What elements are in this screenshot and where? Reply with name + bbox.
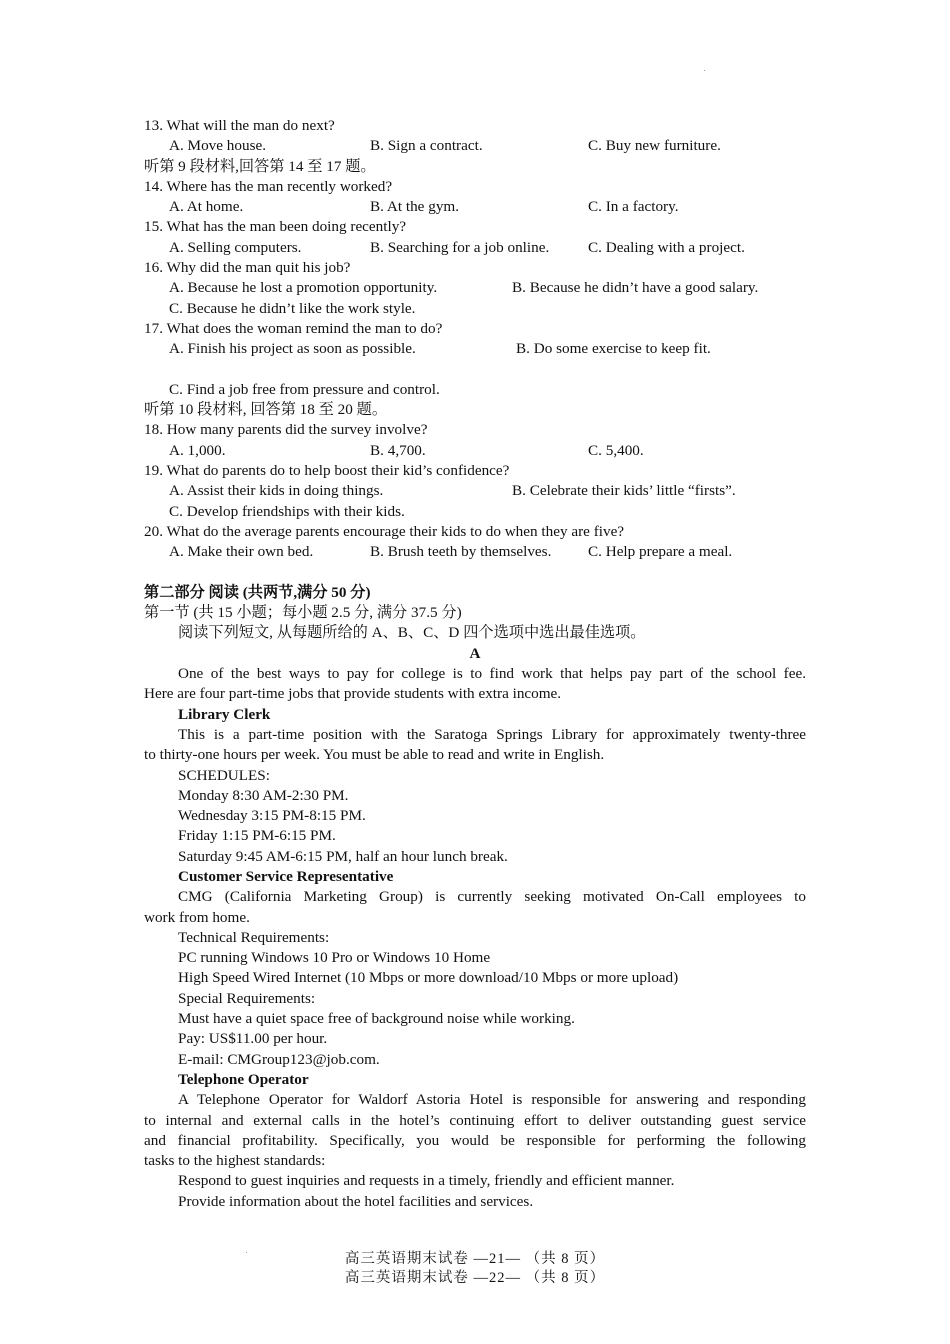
question-15-stem: 15. What has the man been doing recently? [144, 218, 407, 236]
question-20-options [144, 542, 806, 562]
option-15c: C. Dealing with a project. [588, 238, 745, 256]
passage-intro-line1: One of the best ways to pay for college is to find work that helps pay part of the school fee. [178, 665, 806, 683]
option-16c: C. Because he didn’t like the work style. [169, 299, 416, 317]
option-19c: C. Develop friendships with their kids. [169, 502, 405, 520]
question-14-options [144, 197, 806, 217]
special-requirements-label: Special Requirements: [178, 989, 316, 1007]
option-20a: A. Make their own bed. [169, 543, 314, 561]
reading-instructions: 阅读下列短文, 从每题所给的 A、B、C、D 四个选项中选出最佳选项。 [178, 624, 646, 642]
customer-service-desc-line2: work from home. [144, 908, 250, 926]
scan-speck [704, 70, 705, 71]
schedules-label: SCHEDULES: [178, 766, 270, 784]
task-item: Provide information about the hotel facilities and services. [178, 1192, 534, 1210]
schedule-item: Saturday 9:45 AM-6:15 PM, half an hour lunch break. [178, 847, 508, 865]
question-16-stem: 16. Why did the man quit his job? [144, 259, 351, 277]
option-14c: C. In a factory. [588, 198, 679, 216]
listening-instruction-10: 听第 10 段材料, 回答第 18 至 20 题。 [144, 401, 387, 419]
option-19b: B. Celebrate their kids’ little “firsts”. [512, 482, 736, 500]
passage-intro-line2: Here are four part-time jobs that provide students with extra income. [144, 685, 562, 703]
question-17-stem: 17. What does the woman remind the man to do? [144, 319, 443, 337]
email-info: E-mail: CMGroup123@job.com. [178, 1050, 380, 1068]
page-footer-21: 高三英语期末试卷 —21— （共 8 页） [344, 1251, 606, 1267]
option-16b: B. Because he didn’t have a good salary. [512, 279, 759, 297]
option-14b: B. At the gym. [370, 198, 460, 216]
telephone-operator-desc-line1: A Telephone Operator for Waldorf Astoria Hotel is responsible for answering and responding [178, 1091, 806, 1109]
job-title-library-clerk: Library Clerk [178, 705, 271, 723]
part-2-title: 第二部分 阅读 (共两节,满分 50 分) [144, 583, 371, 601]
question-13-stem: 13. What will the man do next? [144, 117, 335, 134]
telephone-operator-desc-line2: to internal and external calls in the hotel’s continuing effort to deliver outstanding guest service [144, 1111, 806, 1129]
question-15-options [144, 238, 806, 258]
option-16a: A. Because he lost a promotion opportunity. [169, 279, 438, 297]
question-18-options [144, 441, 806, 461]
telephone-operator-desc-line4: tasks to the highest standards: [144, 1152, 326, 1170]
option-18b: B. 4,700. [370, 441, 426, 459]
option-17a: A. Finish his project as soon as possible. [169, 340, 416, 358]
option-13b: B. Sign a contract. [370, 137, 483, 155]
page-footer-22: 高三英语期末试卷 —22— （共 8 页） [344, 1270, 606, 1286]
technical-requirements-label: Technical Requirements: [178, 928, 330, 946]
technical-requirement-item: PC running Windows 10 Pro or Windows 10 Home [178, 949, 491, 967]
question-16-options-row1 [144, 278, 806, 298]
option-18c: C. 5,400. [588, 441, 644, 459]
option-13a: A. Move house. [169, 137, 267, 155]
option-14a: A. At home. [169, 198, 244, 216]
section-1-heading: 第一节 (共 15 小题；每小题 2.5 分, 满分 37.5 分) [144, 604, 462, 622]
exam-page [144, 116, 806, 1212]
question-20-stem: 20. What do the average parents encourage their kids to do when they are five? [144, 522, 625, 540]
schedule-item: Monday 8:30 AM-2:30 PM. [178, 786, 349, 804]
schedule-item: Wednesday 3:15 PM-8:15 PM. [178, 807, 366, 825]
option-17c: C. Find a job free from pressure and control. [169, 380, 440, 398]
option-19a: A. Assist their kids in doing things. [169, 482, 384, 500]
special-requirement-item: Must have a quiet space free of background noise while working. [178, 1010, 575, 1028]
question-13-options [144, 136, 806, 156]
schedule-item: Friday 1:15 PM-6:15 PM. [178, 827, 336, 845]
option-20c: C. Help prepare a meal. [588, 543, 733, 561]
question-18-stem: 18. How many parents did the survey involve? [144, 421, 428, 439]
option-15b: B. Searching for a job online. [370, 238, 550, 256]
library-clerk-desc-line1: This is a part-time position with the Saratoga Springs Library for approximately twenty-three [178, 725, 806, 743]
question-19-options-row1 [144, 481, 806, 501]
job-title-customer-service: Customer Service Representative [178, 867, 394, 885]
option-18a: A. 1,000. [169, 441, 226, 459]
library-clerk-desc-line2: to thirty-one hours per week. You must be able to read and write in English. [144, 746, 605, 764]
technical-requirement-item: High Speed Wired Internet (10 Mbps or more download/10 Mbps or more upload) [178, 969, 679, 987]
option-17b: B. Do some exercise to keep fit. [516, 340, 711, 358]
question-19-stem: 19. What do parents do to help boost their kid’s confidence? [144, 462, 510, 480]
job-title-telephone-operator: Telephone Operator [178, 1070, 309, 1088]
passage-letter: A [469, 644, 481, 662]
listening-instruction-9: 听第 9 段材料,回答第 14 至 17 题。 [144, 157, 376, 175]
option-13c: C. Buy new furniture. [588, 137, 721, 155]
telephone-operator-desc-line3: and financial profitability. Specifically, you would be responsible for performing the following [144, 1131, 806, 1149]
option-20b: B. Brush teeth by themselves. [370, 543, 552, 561]
pay-info: Pay: US$11.00 per hour. [178, 1030, 328, 1048]
question-17-options-row1 [144, 339, 806, 359]
option-15a: A. Selling computers. [169, 238, 302, 256]
task-item: Respond to guest inquiries and requests in a timely, friendly and efficient manner. [178, 1172, 675, 1190]
customer-service-desc-line1: CMG (California Marketing Group) is currently seeking motivated On-Call employees to [178, 888, 806, 906]
question-14-stem: 14. Where has the man recently worked? [144, 177, 393, 195]
